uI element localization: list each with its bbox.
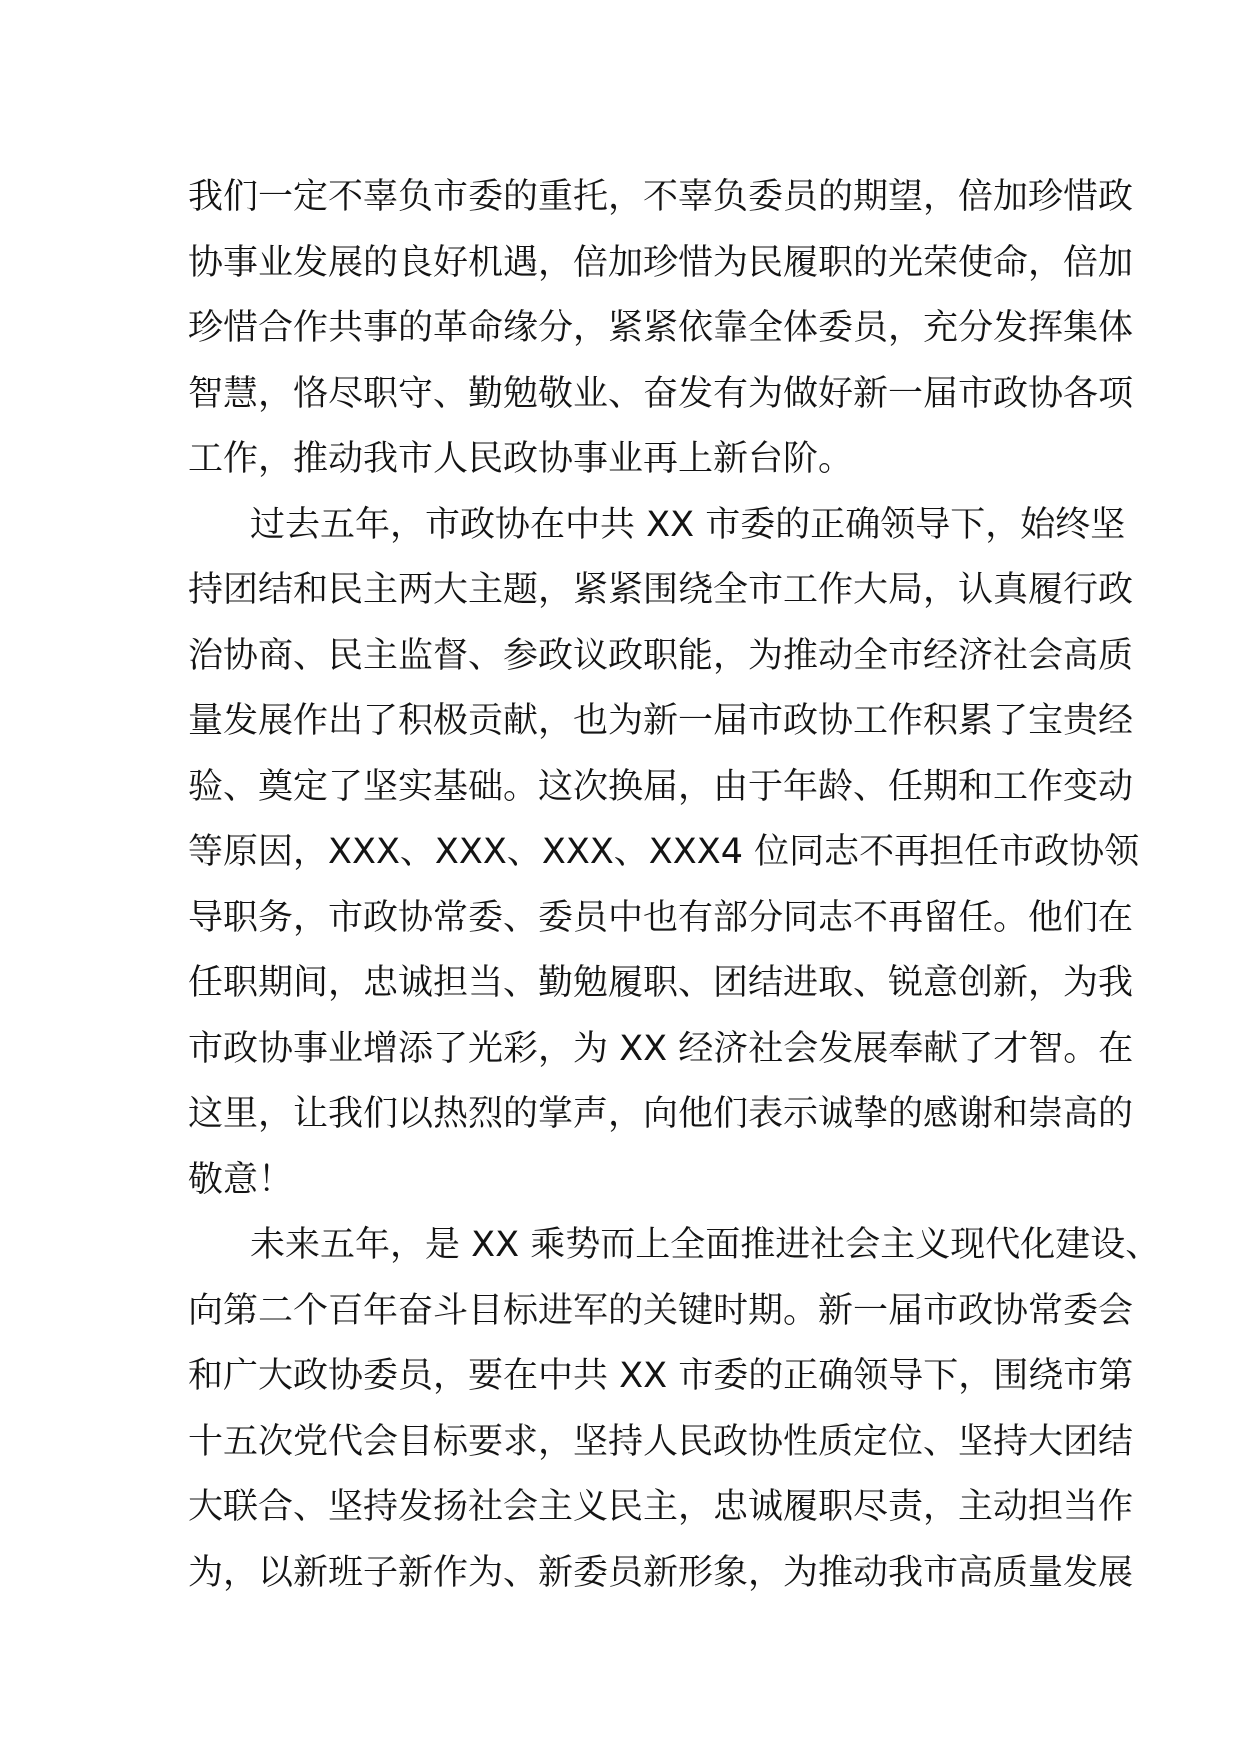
text-line: 我们一定不辜负市委的重托，不辜负委员的期望，倍加珍惜政 [188,177,1134,217]
text-line: 市政协事业增添了光彩，为 XX 经济社会发展奉献了才智。在 [188,1028,1134,1069]
text-line: 这里，让我们以热烈的掌声，向他们表示诚挚的感谢和崇高的 [188,1094,1134,1134]
text-line: 验、奠定了坚实基础。这次换届，由于年龄、任期和工作变动 [188,766,1134,807]
text-line: 敬意！ [188,1159,294,1200]
text-line: 和广大政协委员，要在中共 XX 市委的正确领导下，围绕市第 [188,1356,1134,1396]
text-line: 工作，推动我市人民政协事业再上新台阶。 [188,439,854,479]
text-line: 十五次党代会目标要求，坚持人民政协性质定位、坚持大团结 [188,1421,1134,1462]
text-line: 任职期间，忠诚担当、勤勉履职、团结进取、锐意创新，为我 [188,963,1134,1003]
text-line: 等原因，XXX、XXX、XXX、XXX4 位同志不再担任市政协领 [188,832,1140,872]
document-body [188,165,1161,1606]
text-line: 智慧，恪尽职守、勤勉敬业、奋发有为做好新一届市政协各项 [188,373,1134,414]
text-line: 协事业发展的良好机遇，倍加珍惜为民履职的光荣使命，倍加 [188,242,1134,283]
text-line: 向第二个百年奋斗目标进军的关键时期。新一届市政协常委会 [188,1290,1134,1331]
text-line: 过去五年，市政协在中共 XX 市委的正确领导下，始终坚 [250,504,1126,545]
text-line: 大联合、坚持发扬社会主义民主，忠诚履职尽责，主动担当作 [188,1487,1134,1527]
text-line: 未来五年，是 XX 乘势而上全面推进社会主义现代化建设、 [250,1225,1161,1265]
text-line: 量发展作出了积极贡献，也为新一届市政协工作积累了宝贵经 [188,701,1134,741]
text-line: 为，以新班子新作为、新委员新形象，为推动我市高质量发展 [188,1552,1134,1593]
text-line: 治协商、民主监督、参政议政职能，为推动全市经济社会高质 [188,635,1134,676]
text-line: 珍惜合作共事的革命缘分，紧紧依靠全体委员，充分发挥集体 [188,308,1134,348]
text-line: 导职务，市政协常委、委员中也有部分同志不再留任。他们在 [188,897,1134,938]
text-line: 持团结和民主两大主题，紧紧围绕全市工作大局，认真履行政 [188,570,1134,610]
